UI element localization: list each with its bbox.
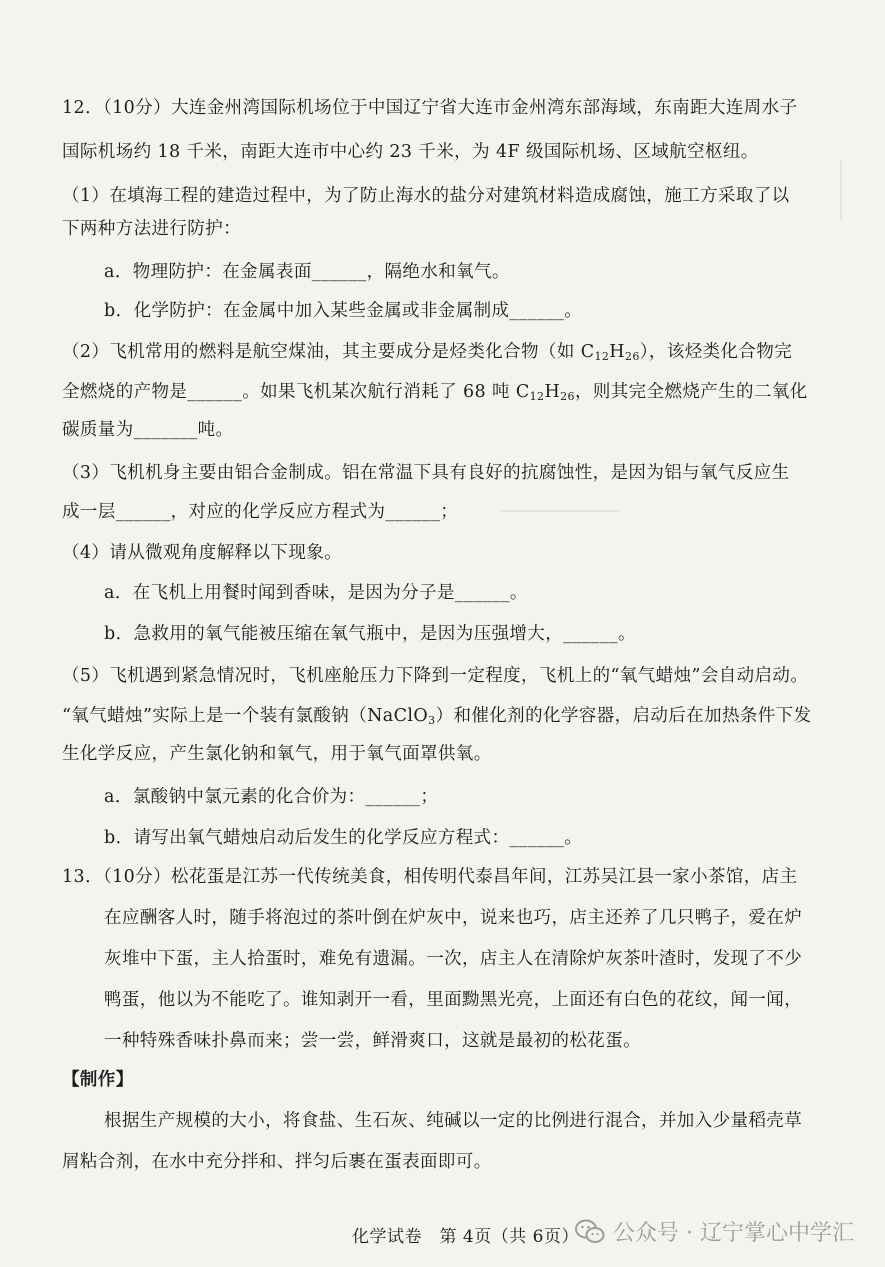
watermark-text: 公众号 · 辽宁掌心中学汇: [613, 1221, 854, 1246]
q13-line5: 一种特殊香味扑鼻而来；尝一尝，鲜滑爽口，这就是最初的松花蛋。: [104, 1031, 641, 1051]
q12-part1-line1: （1）在填海工程的建造过程中，为了防止海水的盐分对建筑材料造成腐蚀，施工方采取了以: [62, 186, 790, 206]
q12-part2-line1-text-a: （2）飞机常用的燃料是航空煤油，其主要成分是烃类化合物（如 C: [62, 342, 595, 362]
q12-part5-line1: （5）飞机遇到紧急情况时，飞机座舱压力下降到一定程度，飞机上的“氧气蜡烛”会自动启动。: [62, 666, 809, 686]
q12-part2-line3: 碳质量为_______吨。: [62, 420, 234, 440]
q12-part1-a: a．物理防护：在金属表面______，隔绝水和氧气。: [104, 262, 510, 282]
q12-part5-line2-text-a: “氧气蜡烛”实际上是一个装有氯酸钠（NaClO: [62, 706, 429, 726]
q13-line2: 在应酬客人时，随手将泡过的茶叶倒在炉灰中，说来也巧，店主还养了几只鸭子，爱在炉: [104, 908, 803, 928]
making-paragraph-line1: 根据生产规模的大小，将食盐、生石灰、纯碱以一定的比例进行混合，并加入少量稻壳草: [104, 1111, 803, 1131]
q12-intro-line1: 12．（10分）大连金州湾国际机场位于中国辽宁省大连市金州湾东部海域，东南距大连周水子: [62, 98, 798, 118]
q12-part4-b: b．急救用的氧气能被压缩在氧气瓶中，是因为压强增大，______。: [104, 624, 636, 644]
q12-part5-a: a．氯酸钠中氯元素的化合价为：______；: [104, 787, 439, 807]
formula-subscript: 26: [560, 390, 575, 403]
watermark: [575, 1216, 854, 1247]
q12-part2-line2-text-b: ，则其完全燃烧产生的二氧化: [574, 382, 808, 402]
q12-part5-line3: 生化学反应，产生氯化钠和氧气，用于氧气面罩供氧。: [62, 744, 492, 764]
q12-part2-line2: [62, 380, 808, 409]
q12-part5-line2-text-b: ）和催化剂的化学容器，启动后在加热条件下发: [435, 706, 812, 726]
q12-part1-line2: 下两种方法进行防护：: [62, 219, 241, 239]
q12-part4-a: a．在飞机上用餐时闻到香味，是因为分子是______。: [104, 583, 528, 603]
q12-part2-line2-text-a: 全燃烧的产物是______。如果飞机某次航行消耗了 68 吨 C: [62, 382, 530, 402]
formula-subscript: 26: [624, 350, 640, 363]
formula-subscript: 12: [529, 390, 545, 403]
q13-line4: 鸭蛋，他以为不能吃了。谁知剥开一看，里面黝黑光亮，上面还有白色的花纹，闻一闻，: [104, 990, 803, 1010]
q12-part3-line1: （3）飞机机身主要由铝合金制成。铝在常温下具有良好的抗腐蚀性，是因为铝与氧气反应生: [62, 463, 790, 483]
q12-part3-line2: 成一层______，对应的化学反应方程式为______；: [62, 502, 459, 522]
scan-artifact: [840, 160, 842, 220]
formula-element: H: [544, 382, 561, 402]
scan-artifact: [500, 510, 620, 512]
q12-part2-line1-text-b: ），该烃类化合物完: [639, 342, 793, 362]
formula-element: H: [609, 342, 625, 362]
q12-intro-line2: 国际机场约 18 千米，南距大连市中心约 23 千米，为 4F 级国际机场、区域航空枢纽。: [62, 142, 759, 162]
q12-part2-line1: [62, 340, 792, 369]
section-title-making: 【制作】: [62, 1070, 134, 1090]
q12-part5-line2: [62, 704, 811, 733]
formula-subscript: 3: [428, 714, 436, 727]
q13-line3: 灰堆中下蛋，主人拾蛋时，难免有遗漏。一次，店主人在清除炉灰茶叶渣时，发现了不少: [104, 949, 803, 969]
q12-part5-b: b．请写出氧气蜡烛启动后发生的化学反应方程式：______。: [104, 828, 583, 848]
wechat-icon: [575, 1219, 605, 1245]
q12-part1-b: b．化学防护：在金属中加入某些金属或非金属制成______。: [104, 301, 583, 321]
formula-subscript: 12: [594, 350, 610, 363]
q12-part4-line1: （4）请从微观角度解释以下现象。: [62, 543, 343, 563]
making-paragraph-line2: 屑粘合剂，在水中充分拌和、拌匀后裹在蛋表面即可。: [62, 1152, 492, 1172]
q13-line1: 13．（10分）松花蛋是江苏一代传统美食，相传明代泰昌年间，江苏吴江县一家小茶馆，店主: [62, 867, 798, 887]
page-footer: 化学试卷 第 4页（共 6页）: [352, 1227, 579, 1247]
